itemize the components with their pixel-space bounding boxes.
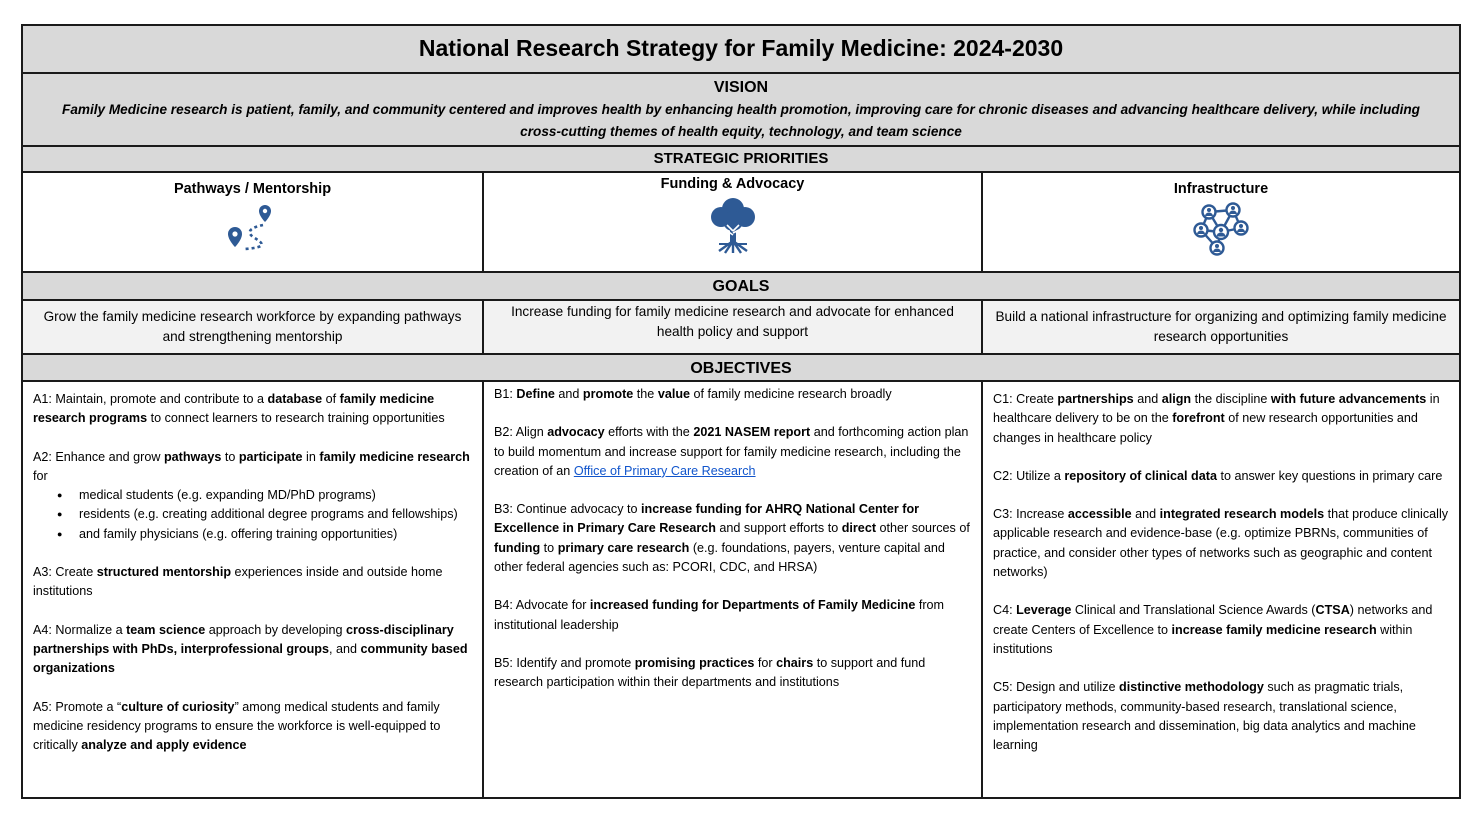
objective-c5: C5: Design and utilize distinctive methodology such as pragmatic trials, participatory methods, community-based research, translational science, implementation research and dissemination, big data analytics and machine learning xyxy=(993,680,1416,753)
list-item: ● and family physicians (e.g. offering training opportunities) xyxy=(57,525,474,544)
goal-funding xyxy=(484,301,983,353)
vision-section xyxy=(23,74,1459,147)
priority-infrastructure xyxy=(983,173,1459,271)
priority-label: Funding & Advocacy xyxy=(660,176,805,192)
goal-infrastructure xyxy=(983,301,1459,353)
objective-c1: C1: Create partnerships and align the discipline with future advancements in healthcare delivery to be on the forefront of new research opportunities and changes in healthcare policy xyxy=(993,392,1440,445)
vision-heading: VISION xyxy=(713,79,769,96)
priority-label: Infrastructure xyxy=(1173,181,1269,197)
priorities-row xyxy=(23,173,1459,271)
objective-b4: B4: Advocate for increased funding for Departments of Family Medicine from institutional leadership xyxy=(494,598,945,632)
objective-a2-bullets xyxy=(57,486,474,544)
priority-funding xyxy=(484,173,983,271)
vision-text-line1: Family Medicine research is patient, family, and community centered and improves health by enhancing health promotion, improving care for chronic diseases and advancing healthcare delivery, while including xyxy=(62,102,1420,117)
page-title: National Research Strategy for Family Medicine: 2024-2030 xyxy=(23,26,1459,74)
goals-row xyxy=(23,301,1459,353)
goal-text: Increase funding for family medicine research and advocate for enhanced health policy and support xyxy=(511,304,954,339)
objective-a4: A4: Normalize a team science approach by developing cross-disciplinary partnerships with PhDs, interprofessional groups, and community based organizations xyxy=(33,622,468,676)
list-item: ● residents (e.g. creating additional degree programs and fellowships) xyxy=(57,505,474,524)
objective-b3: B3: Continue advocacy to increase funding for AHRQ National Center for Excellence in Primary Care Research and support efforts to direct other sources of funding to primary care research (e.g. foundations, payers, venture capital and other federal agencies such as: PCORI, CDC, and HRSA) xyxy=(494,502,970,575)
list-item: ● medical students (e.g. expanding MD/PhD programs) xyxy=(57,486,474,505)
network-people-icon xyxy=(1189,200,1253,256)
objective-a1: A1: Maintain, promote and contribute to a database of family medicine research programs to connect learners to research training opportunities xyxy=(33,392,445,426)
goal-pathways xyxy=(23,301,484,353)
goal-text: Grow the family medicine research workforce by expanding pathways and strengthening mentorship xyxy=(43,309,462,344)
map-pins-path-icon xyxy=(223,201,283,261)
objective-b1: B1: Define and promote the value of family medicine research broadly xyxy=(494,387,892,401)
objective-b2: B2: Align advocacy efforts with the 2021 NASEM report and forthcoming action plan to build momentum and increase support for family medicine research, including the creation of an Office of Primary Care Research xyxy=(494,425,969,478)
objective-b5: B5: Identify and promote promising practices for chairs to support and fund research participation within their departments and institutions xyxy=(494,655,926,690)
vision-statement xyxy=(23,99,1459,143)
objective-c3: C3: Increase accessible and integrated research models that produce clinically applicable research and evidence-base (e.g. optimize PBRNs, communities of practice, and consider other types of networks such as geographic and content networks) xyxy=(993,507,1449,580)
objectives-pathways xyxy=(23,382,484,799)
vision-text-line2: cross-cutting themes of health equity, technology, and team science xyxy=(520,124,962,139)
priority-pathways xyxy=(23,173,484,271)
objective-a3: A3: Create structured mentorship experiences inside and outside home institutions xyxy=(33,565,443,599)
objective-c2: C2: Utilize a repository of clinical data to answer key questions in primary care xyxy=(993,468,1443,483)
goals-heading: GOALS xyxy=(23,271,1459,301)
office-primary-care-research-link[interactable]: Office of Primary Care Research xyxy=(573,463,756,478)
objective-a2: A2: Enhance and grow pathways to participate in family medicine research for ● medical students (e.g. expanding MD/PhD programs) ● residents (e.g. creating additional degree programs and fellowships) ● and family physicians (e.g. offering training opportunities) xyxy=(33,448,474,544)
objectives-heading: OBJECTIVES xyxy=(23,353,1459,382)
goal-text: Build a national infrastructure for organizing and optimizing family medicine research opportunities xyxy=(995,309,1447,344)
tree-icon xyxy=(705,195,761,255)
objectives-funding xyxy=(484,382,983,799)
objectives-row xyxy=(23,382,1459,799)
objectives-infrastructure xyxy=(983,382,1459,799)
objective-c4: C4: Leverage Clinical and Translational Science Awards (CTSA) networks and create Centers of Excellence to increase family medicine research within institutions xyxy=(993,603,1433,656)
objective-a5: A5: Promote a “culture of curiosity” among medical students and family medicine residency programs to ensure the workforce is well-equipped to critically analyze and apply evidence xyxy=(33,699,441,753)
strategic-priorities-heading: STRATEGIC PRIORITIES xyxy=(23,147,1459,173)
priority-label: Pathways / Mentorship xyxy=(173,181,332,197)
strategy-table xyxy=(21,24,1461,799)
